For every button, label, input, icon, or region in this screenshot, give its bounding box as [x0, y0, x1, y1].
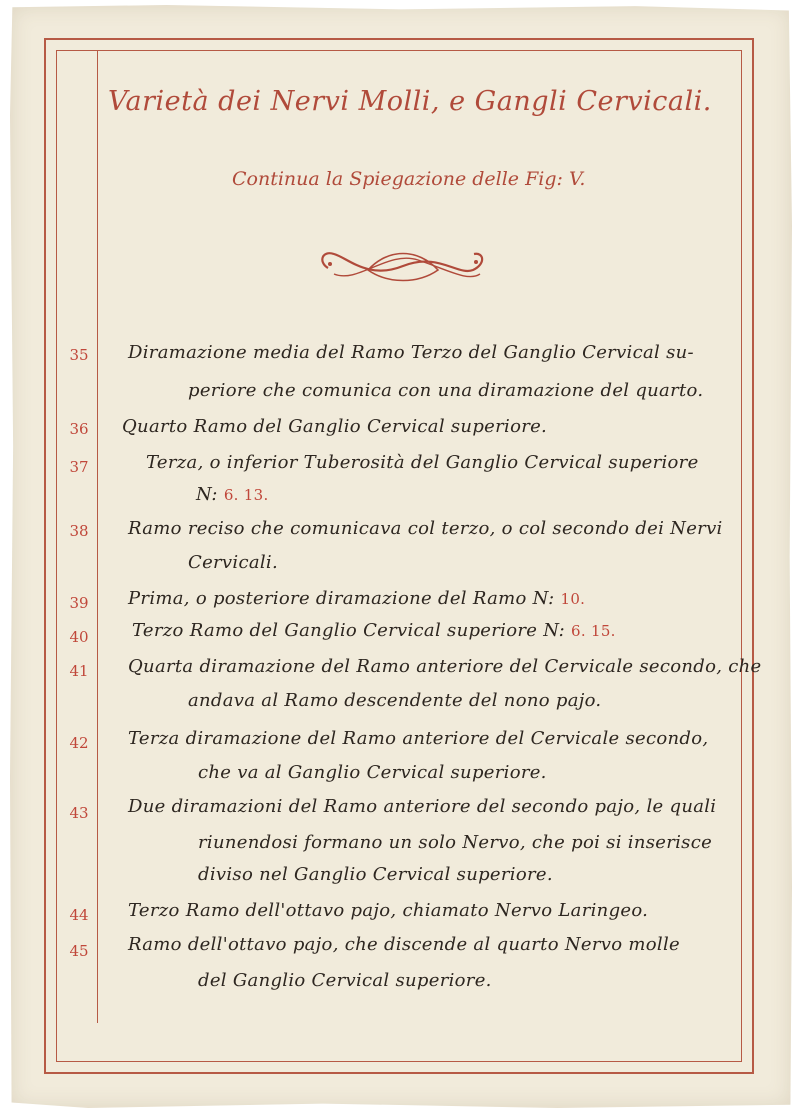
entry-text: Terzo Ramo dell'ottavo pajo, chiamato Nervo Laringeo. [128, 900, 649, 921]
entry-text: Terza, o inferior Tuberosità del Ganglio Cervical superiore [146, 452, 699, 473]
entry-number: 39 [69, 594, 89, 612]
calligraphic-flourish-icon [308, 240, 498, 290]
entry-text: Terzo Ramo del Ganglio Cervical superiore N: [132, 620, 565, 641]
entry-number: 40 [69, 628, 89, 646]
entry-number: 38 [69, 522, 89, 540]
entry-number: 36 [69, 420, 89, 438]
figure-reference: 6. 13. [223, 486, 269, 504]
entry-number: 45 [69, 942, 89, 960]
figure-reference: 6. 15. [571, 622, 616, 640]
figure-reference: 10. [560, 590, 586, 608]
entry-text: Quarto Ramo del Ganglio Cervical superiore. [122, 416, 548, 437]
entry-text: Quarta diramazione del Ramo anteriore del Cervicale secondo, che [128, 656, 762, 677]
entry-text: andava al Ramo descendente del nono pajo. [188, 690, 602, 711]
entry-number: 35 [69, 346, 89, 364]
entry-text: Diramazione media del Ramo Terzo del Ganglio Cervical su- [128, 342, 694, 363]
entry-text: che va al Ganglio Cervical superiore. [198, 762, 547, 783]
entry-number: 41 [69, 662, 89, 680]
entry-text: del Ganglio Cervical superiore. [198, 970, 492, 991]
entry-text-with-reference [128, 588, 585, 609]
entry-text: Due diramazioni del Ramo anteriore del secondo pajo, le quali [128, 796, 717, 817]
entry-text: Cervicali. [188, 552, 279, 573]
entry-text: Terza diramazione del Ramo anteriore del Cervicale secondo, [128, 728, 709, 749]
entry-text-with-reference [132, 620, 616, 641]
entry-text: N: [196, 484, 218, 505]
entry-number: 42 [69, 734, 89, 752]
entry-text: riunendosi formano un solo Nervo, che poi si inserisce [198, 832, 713, 853]
page-subtitle: Continua la Spiegazione delle Fig: V. [232, 168, 586, 190]
entry-text: Ramo dell'ottavo pajo, che discende al quarto Nervo molle [128, 934, 680, 955]
entry-text: diviso nel Ganglio Cervical superiore. [198, 864, 553, 885]
entry-text: Ramo reciso che comunicava col terzo, o col secondo dei Nervi [128, 518, 723, 539]
entry-number: 43 [69, 804, 89, 822]
entry-text-with-reference [196, 484, 269, 505]
entry-number: 37 [69, 458, 89, 476]
page-title: Varietà dei Nervi Molli, e Gangli Cervicali. [108, 86, 712, 117]
entry-text: Prima, o posteriore diramazione del Ramo N: [128, 588, 555, 609]
entry-number: 44 [69, 906, 89, 924]
entry-text: periore che comunica con una diramazione del quarto. [188, 380, 704, 401]
